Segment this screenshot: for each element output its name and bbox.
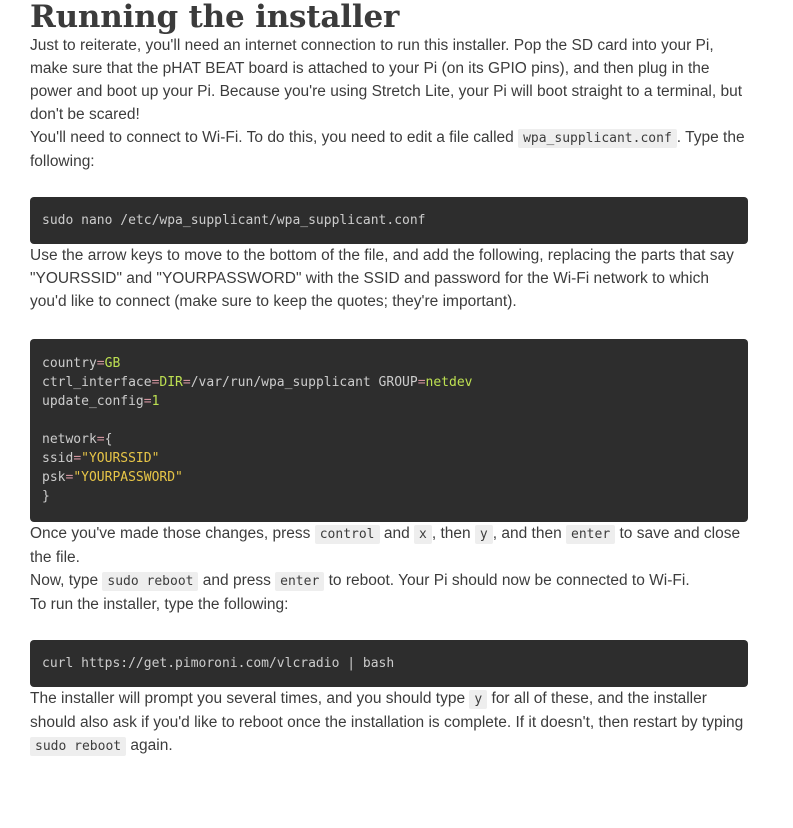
paragraph-text-segment: You'll need to connect to Wi-Fi. To do this, you need to edit a file called (30, 129, 519, 147)
paragraph-text-segment: . Type the following: (30, 129, 745, 171)
code-token-ssid-value: "YOURSSID" (81, 451, 160, 467)
code-block-wpa-config (30, 339, 748, 522)
paragraph-save-close (30, 522, 748, 569)
code-token-equals: = (151, 375, 160, 391)
inline-code-y: y (469, 690, 487, 709)
code-token-equals: = (182, 375, 191, 391)
paragraph-text-segment: , and then (492, 525, 567, 543)
code-token-country-key: country (42, 356, 97, 372)
code-token-equals: = (65, 470, 74, 486)
code-token-updateconfig-value: 1 (151, 394, 160, 410)
paragraph-installer-prompts (30, 687, 748, 758)
code-token-network-key: network (42, 432, 97, 448)
inline-code-sudo-reboot: sudo reboot (102, 572, 198, 591)
paragraph-text-segment: Now, type (30, 572, 103, 590)
code-token-path: /var/run/wpa_supplicant (190, 375, 371, 391)
code-token-group-key: GROUP (370, 375, 418, 391)
paragraph-run-installer: To run the installer, type the following: (30, 596, 289, 614)
paragraph-text-segment: to reboot. Your Pi should now be connected to Wi-Fi. (324, 572, 690, 590)
paragraph-text-segment: , then (431, 525, 475, 543)
inline-code-x: x (414, 525, 432, 544)
code-token-country-value: GB (104, 356, 121, 372)
code-token-ssid-key: ssid (42, 451, 74, 467)
paragraph-text-segment: and (379, 525, 414, 543)
code-token-equals: = (143, 394, 152, 410)
code-token-netdev: netdev (425, 375, 473, 391)
page-title: Running the installer (30, 0, 400, 35)
inline-code-enter: enter (566, 525, 615, 544)
paragraph-text-segment: The installer will prompt you several times, and you should type (30, 690, 470, 708)
code-block-nano-command: sudo nano /etc/wpa_supplicant/wpa_supplicant.conf (30, 197, 748, 244)
paragraph-text-segment: again. (126, 737, 173, 755)
paragraph-reboot (30, 569, 748, 593)
paragraph-text-segment: for all of these, and the installer should also ask if you'd like to reboot once the installation is complete. If it doesn't, then restart by typing (30, 690, 744, 732)
code-token-equals: = (96, 432, 105, 448)
code-token-psk-key: psk (42, 470, 66, 486)
paragraph-text-segment: to save and close the file. (30, 525, 741, 567)
code-block-curl-installer: curl https://get.pimoroni.com/vlcradio | bash (30, 640, 748, 687)
paragraph-intro: Just to reiterate, you'll need an internet connection to run this installer. Pop the SD card into your Pi, make sure that the pHAT BEAT board is attached to your Pi (on its GPIO pins), and then plug in the power and boot up your Pi. Because you're using Stretch Lite, your Pi will boot straight to a terminal, but don't be scared! (30, 37, 743, 124)
code-token-psk-value: "YOURPASSWORD" (73, 470, 183, 486)
code-token-ctrlinterface-key: ctrl_interface (42, 375, 152, 391)
paragraph-edit-instructions: Use the arrow keys to move to the bottom of the file, and add the following, replacing the parts that say "YOURSSID" and "YOURPASSWORD" with the SSID and password for the Wi-Fi network to which you'd like to connect (make sure to keep the quotes; they're important). (30, 247, 734, 311)
code-token-equals: = (73, 451, 82, 467)
code-token-dir: DIR (159, 375, 183, 391)
paragraph-wifi-edit (30, 126, 748, 173)
paragraph-text-segment: and press (198, 572, 276, 590)
code-token-updateconfig-key: update_config (42, 394, 144, 410)
code-token-equals: = (96, 356, 105, 372)
inline-code-sudo-reboot: sudo reboot (30, 737, 126, 756)
paragraph-text-segment: Once you've made those changes, press (30, 525, 315, 543)
code-token-equals: = (417, 375, 426, 391)
code-token-close-brace: } (42, 489, 50, 505)
inline-code-enter: enter (275, 572, 324, 591)
inline-code-control: control (315, 525, 380, 544)
code-token-open-brace: { (104, 432, 113, 448)
inline-code-y: y (475, 525, 493, 544)
inline-code-wpa-supplicant: wpa_supplicant.conf (518, 129, 677, 148)
